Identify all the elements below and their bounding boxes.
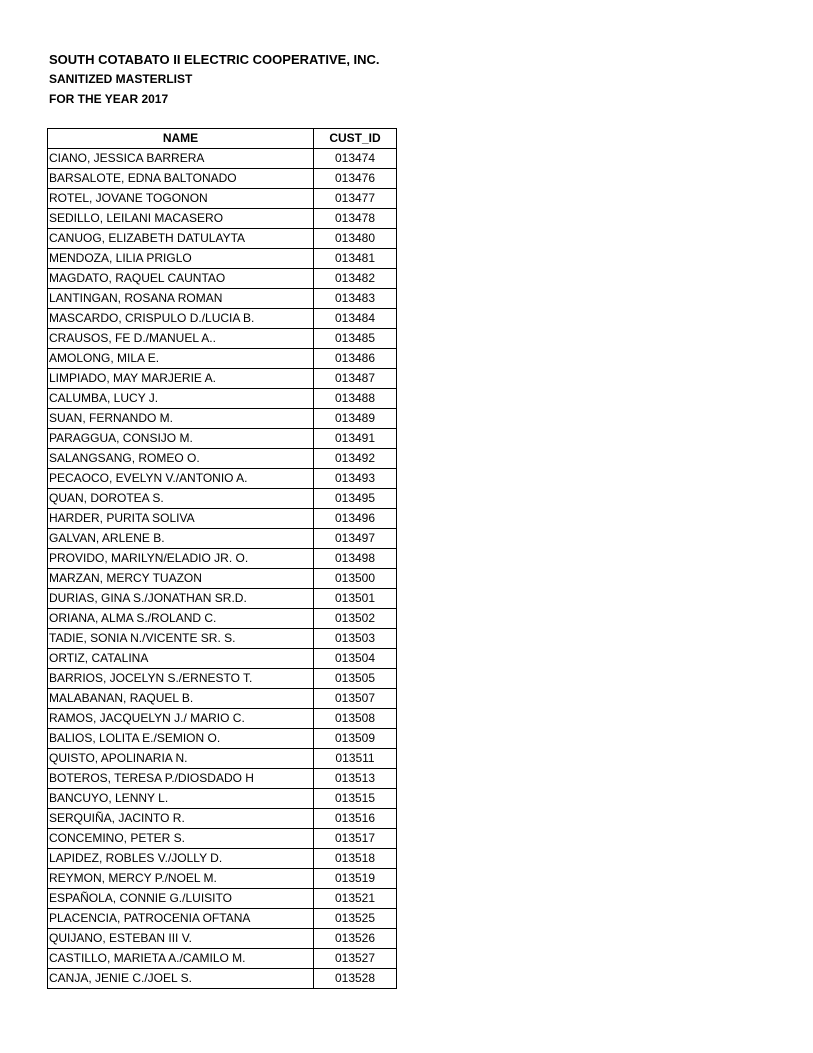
table-row (48, 789, 397, 809)
customer-id-cell: 013491 (314, 429, 397, 449)
customer-id-cell: 013496 (314, 509, 397, 529)
table-row (48, 909, 397, 929)
table-row (48, 969, 397, 989)
customer-name-cell: MASCARDO, CRISPULO D./LUCIA B. (48, 309, 314, 329)
customer-id-cell: 013519 (314, 869, 397, 889)
customer-name-cell: CIANO, JESSICA BARRERA (48, 149, 314, 169)
customer-name-cell: MENDOZA, LILIA PRIGLO (48, 249, 314, 269)
customer-id-cell: 013516 (314, 809, 397, 829)
customer-id-cell: 013525 (314, 909, 397, 929)
table-row (48, 869, 397, 889)
customer-id-cell: 013483 (314, 289, 397, 309)
customer-id-cell: 013511 (314, 749, 397, 769)
customer-id-cell: 013515 (314, 789, 397, 809)
table-row (48, 289, 397, 309)
customer-id-cell: 013518 (314, 849, 397, 869)
customer-name-cell: REYMON, MERCY P./NOEL M. (48, 869, 314, 889)
customer-name-cell: QUIJANO, ESTEBAN III V. (48, 929, 314, 949)
customer-name-cell: QUISTO, APOLINARIA N. (48, 749, 314, 769)
table-row (48, 689, 397, 709)
customer-id-cell: 013513 (314, 769, 397, 789)
table-row (48, 149, 397, 169)
table-row (48, 849, 397, 869)
document-title: SANITIZED MASTERLIST (49, 72, 193, 86)
table-row (48, 589, 397, 609)
table-body (48, 149, 397, 989)
customer-id-cell: 013476 (314, 169, 397, 189)
table-row (48, 749, 397, 769)
customer-id-cell: 013503 (314, 629, 397, 649)
customer-id-cell: 013482 (314, 269, 397, 289)
table-row (48, 469, 397, 489)
table-row (48, 729, 397, 749)
customer-name-cell: GALVAN, ARLENE B. (48, 529, 314, 549)
customer-name-cell: MALABANAN, RAQUEL B. (48, 689, 314, 709)
table-row (48, 169, 397, 189)
customer-name-cell: CONCEMINO, PETER S. (48, 829, 314, 849)
customer-name-cell: ROTEL, JOVANE TOGONON (48, 189, 314, 209)
table-row (48, 949, 397, 969)
document-header (49, 50, 380, 109)
customer-id-cell: 013477 (314, 189, 397, 209)
table-row (48, 889, 397, 909)
customer-name-cell: BOTEROS, TERESA P./DIOSDADO H (48, 769, 314, 789)
customer-name-cell: CALUMBA, LUCY J. (48, 389, 314, 409)
header-row (48, 129, 397, 149)
table-row (48, 329, 397, 349)
table-row (48, 769, 397, 789)
customer-id-cell: 013485 (314, 329, 397, 349)
customer-name-cell: AMOLONG, MILA E. (48, 349, 314, 369)
table-row (48, 269, 397, 289)
customer-name-cell: ESPAÑOLA, CONNIE G./LUISITO (48, 889, 314, 909)
customer-name-cell: CANJA, JENIE C./JOEL S. (48, 969, 314, 989)
table-row (48, 669, 397, 689)
document-year: FOR THE YEAR 2017 (49, 92, 169, 106)
customer-name-cell: SEDILLO, LEILANI MACASERO (48, 209, 314, 229)
customer-id-cell: 013521 (314, 889, 397, 909)
customer-id-cell: 013501 (314, 589, 397, 609)
customer-name-cell: ORIANA, ALMA S./ROLAND C. (48, 609, 314, 629)
table-row (48, 809, 397, 829)
table-row (48, 429, 397, 449)
customer-id-cell: 013504 (314, 649, 397, 669)
customer-id-cell: 013489 (314, 409, 397, 429)
customer-name-cell: SERQUIÑA, JACINTO R. (48, 809, 314, 829)
table-header (48, 129, 397, 149)
customer-name-cell: MARZAN, MERCY TUAZON (48, 569, 314, 589)
customer-id-cell: 013507 (314, 689, 397, 709)
customer-name-cell: LAPIDEZ, ROBLES V./JOLLY D. (48, 849, 314, 869)
customer-name-cell: MAGDATO, RAQUEL CAUNTAO (48, 269, 314, 289)
customer-id-cell: 013517 (314, 829, 397, 849)
table-row (48, 249, 397, 269)
customer-name-cell: QUAN, DOROTEA S. (48, 489, 314, 509)
customer-name-cell: PROVIDO, MARILYN/ELADIO JR. O. (48, 549, 314, 569)
company-name: SOUTH COTABATO II ELECTRIC COOPERATIVE, INC. (49, 52, 380, 67)
customer-id-cell: 013502 (314, 609, 397, 629)
table-row (48, 489, 397, 509)
customer-id-cell: 013495 (314, 489, 397, 509)
customer-id-cell: 013526 (314, 929, 397, 949)
table-row (48, 649, 397, 669)
table-row (48, 309, 397, 329)
column-header-cust-id: CUST_ID (314, 129, 397, 149)
table-row (48, 349, 397, 369)
customer-name-cell: RAMOS, JACQUELYN J./ MARIO C. (48, 709, 314, 729)
customer-name-cell: BARSALOTE, EDNA BALTONADO (48, 169, 314, 189)
customer-id-cell: 013527 (314, 949, 397, 969)
table-row (48, 829, 397, 849)
customer-id-cell: 013478 (314, 209, 397, 229)
customer-name-cell: LANTINGAN, ROSANA ROMAN (48, 289, 314, 309)
table-row (48, 549, 397, 569)
table-row (48, 209, 397, 229)
customer-name-cell: CASTILLO, MARIETA A./CAMILO M. (48, 949, 314, 969)
customer-id-cell: 013528 (314, 969, 397, 989)
customer-name-cell: PECAOCO, EVELYN V./ANTONIO A. (48, 469, 314, 489)
table-row (48, 629, 397, 649)
customer-name-cell: LIMPIADO, MAY MARJERIE A. (48, 369, 314, 389)
customer-id-cell: 013498 (314, 549, 397, 569)
customer-id-cell: 013486 (314, 349, 397, 369)
customer-id-cell: 013481 (314, 249, 397, 269)
table-row (48, 449, 397, 469)
customer-id-cell: 013492 (314, 449, 397, 469)
customer-id-cell: 013487 (314, 369, 397, 389)
masterlist-table (47, 128, 397, 989)
column-header-name: NAME (48, 129, 314, 149)
table-row (48, 189, 397, 209)
customer-id-cell: 013505 (314, 669, 397, 689)
customer-id-cell: 013497 (314, 529, 397, 549)
table-row (48, 609, 397, 629)
customer-name-cell: PARAGGUA, CONSIJO M. (48, 429, 314, 449)
table-row (48, 709, 397, 729)
customer-id-cell: 013484 (314, 309, 397, 329)
customer-id-cell: 013474 (314, 149, 397, 169)
customer-name-cell: BANCUYO, LENNY L. (48, 789, 314, 809)
customer-name-cell: BARRIOS, JOCELYN S./ERNESTO T. (48, 669, 314, 689)
customer-name-cell: PLACENCIA, PATROCENIA OFTANA (48, 909, 314, 929)
customer-name-cell: BALIOS, LOLITA E./SEMION O. (48, 729, 314, 749)
customer-id-cell: 013508 (314, 709, 397, 729)
table-row (48, 569, 397, 589)
table-row (48, 529, 397, 549)
table-row (48, 409, 397, 429)
table-row (48, 509, 397, 529)
customer-id-cell: 013480 (314, 229, 397, 249)
table-row (48, 229, 397, 249)
table-row (48, 929, 397, 949)
customer-name-cell: ORTIZ, CATALINA (48, 649, 314, 669)
customer-id-cell: 013509 (314, 729, 397, 749)
customer-name-cell: TADIE, SONIA N./VICENTE SR. S. (48, 629, 314, 649)
customer-name-cell: SUAN, FERNANDO M. (48, 409, 314, 429)
customer-name-cell: SALANGSANG, ROMEO O. (48, 449, 314, 469)
customer-name-cell: DURIAS, GINA S./JONATHAN SR.D. (48, 589, 314, 609)
table-row (48, 369, 397, 389)
customer-id-cell: 013488 (314, 389, 397, 409)
table-row (48, 389, 397, 409)
customer-name-cell: HARDER, PURITA SOLIVA (48, 509, 314, 529)
customer-id-cell: 013500 (314, 569, 397, 589)
customer-name-cell: CANUOG, ELIZABETH DATULAYTA (48, 229, 314, 249)
customer-id-cell: 013493 (314, 469, 397, 489)
customer-name-cell: CRAUSOS, FE D./MANUEL A.. (48, 329, 314, 349)
